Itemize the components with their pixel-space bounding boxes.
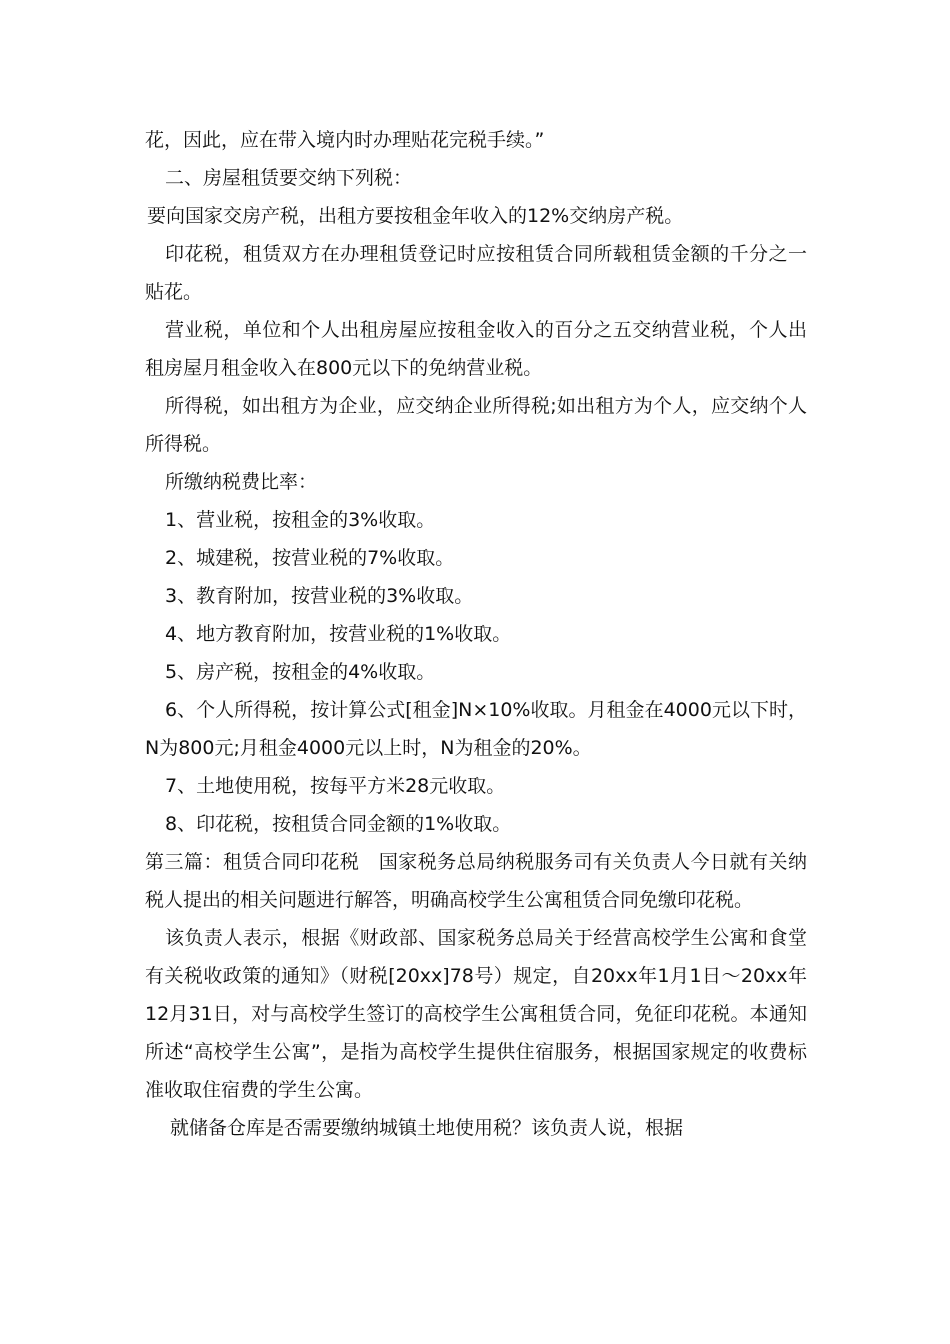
paragraph-rate-heading: 所缴纳税费比率： <box>165 471 318 493</box>
paragraph-stamp-tax: 印花税，租赁双方在办理租赁登记时应按租赁合同所载租赁金额的千分之一贴花。 <box>145 243 807 303</box>
paragraph-property-tax: 要向国家交房产税，出租方要按租金年收入的12%交纳房产税。 <box>147 205 684 227</box>
list-item: 8、印花税，按租赁合同金额的1%收取。 <box>165 813 512 835</box>
paragraph-warehouse: 就储备仓库是否需要缴纳城镇土地使用税？该负责人说，根据 <box>170 1117 684 1139</box>
list-item: 1、营业税，按租金的3%收取。 <box>165 509 436 531</box>
list-item: 4、地方教育附加，按营业税的1%收取。 <box>165 623 512 645</box>
paragraph-income-tax: 所得税，如出租方为企业，应交纳企业所得税;如出租方为个人，应交纳个人所得税。 <box>145 395 807 455</box>
list-item: 5、房产税，按租金的4%收取。 <box>165 661 436 683</box>
section-heading-part-three: 第三篇：租赁合同印花税 国家税务总局纳税服务司有关负责人今日就有关纳税人提出的相关问题进行解答，明确高校学生公寓租赁合同免缴印花税。 <box>145 851 807 911</box>
document-body <box>145 121 807 1147</box>
list-item: 6、个人所得税，按计算公式[租金]N×10%收取。月租金在4000元以下时，N为800元;月租金4000元以上时，N为租金的20%。 <box>145 699 807 759</box>
paragraph-business-tax: 营业税，单位和个人出租房屋应按租金收入的百分之五交纳营业税，个人出租房屋月租金收入在800元以下的免纳营业税。 <box>145 319 807 379</box>
paragraph-continuation: 花，因此，应在带入境内时办理贴花完税手续。” <box>145 129 545 151</box>
list-item: 7、土地使用税，按每平方米28元收取。 <box>165 775 506 797</box>
list-item: 2、城建税，按营业税的7%收取。 <box>165 547 455 569</box>
section-heading-rental-taxes: 二、房屋租赁要交纳下列税： <box>165 167 413 189</box>
paragraph-student-apartment: 该负责人表示，根据《财政部、国家税务总局关于经营高校学生公寓和食堂有关税收政策的通知》（财税[20xx]78号）规定，自20xx年1月1日～20xx年12月31日，对与高校学生签订的高校学生公寓租赁合同，免征印花税。本通知所述“高校学生公寓”，是指为高校学生提供住宿服务，根据国家规定的收费标准收取住宿费的学生公寓。 <box>145 927 807 1101</box>
list-item: 3、教育附加，按营业税的3%收取。 <box>165 585 474 607</box>
